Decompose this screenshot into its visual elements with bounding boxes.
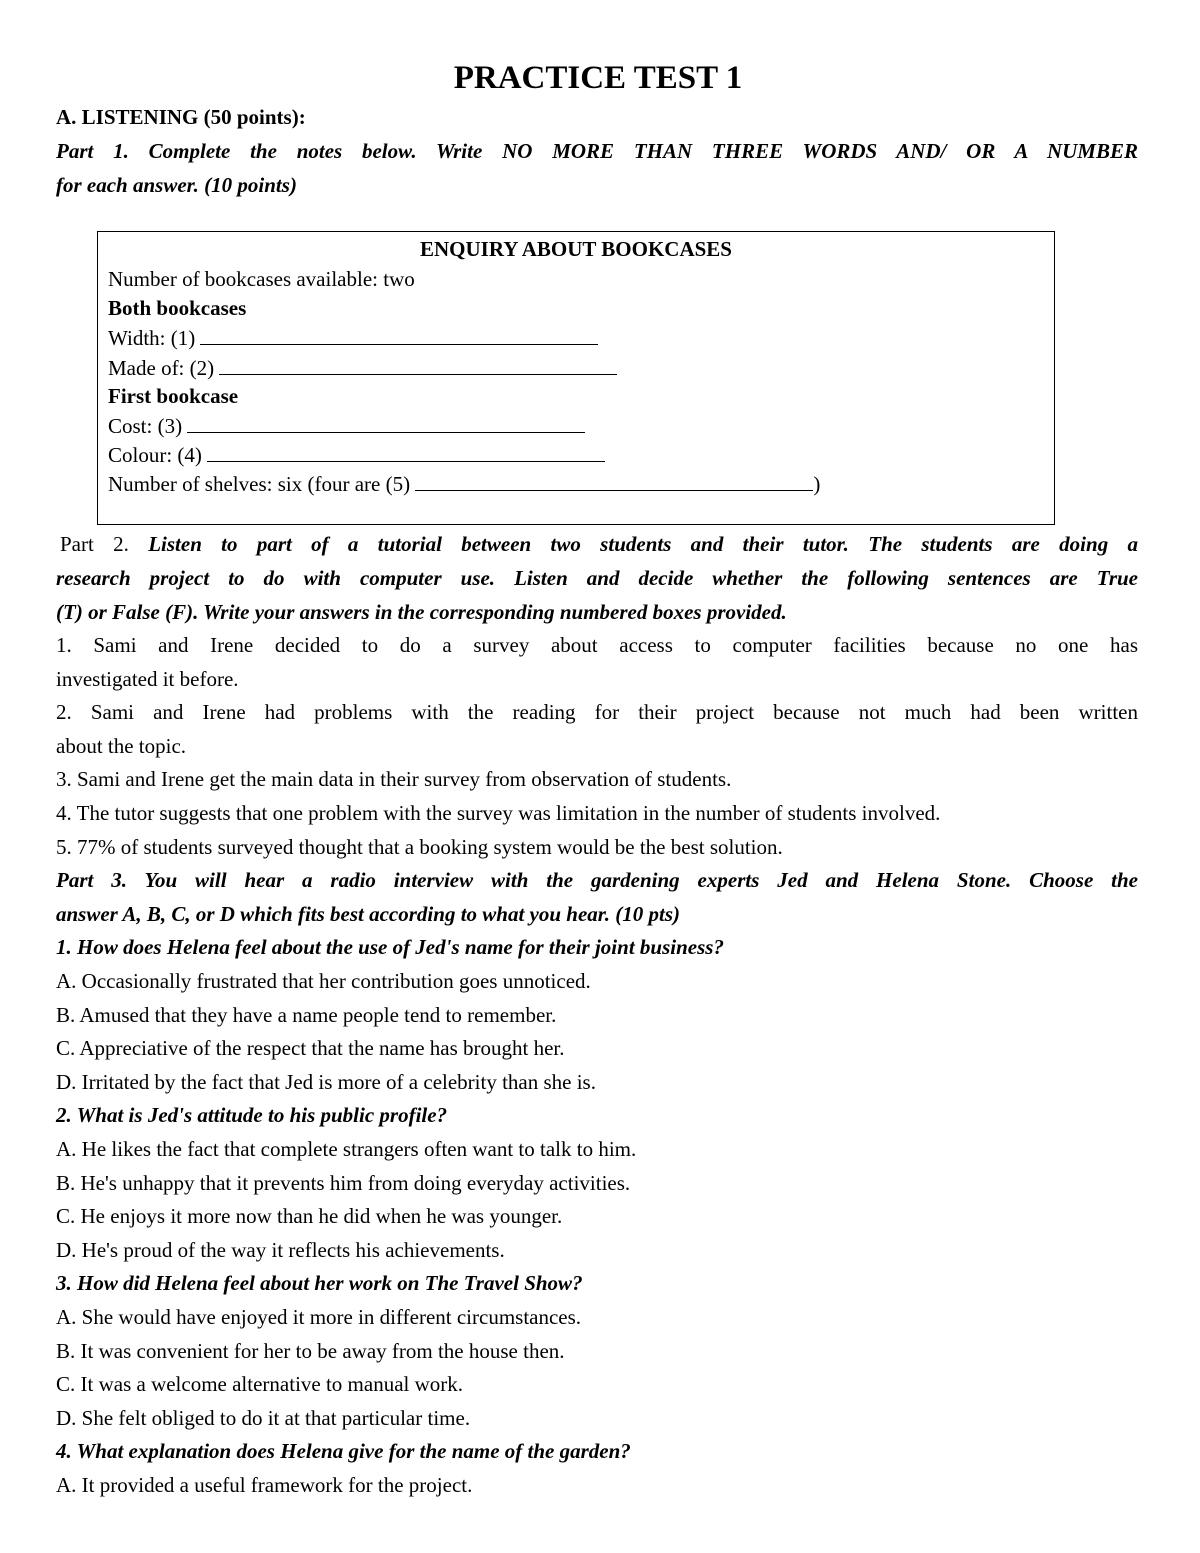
q2-option-c: C. He enjoys it more now than he did when he was younger. [56, 1204, 563, 1228]
shelves-row [108, 468, 820, 499]
answer-blank-2[interactable] [219, 352, 617, 375]
part2-instruction-line2: research project to do with computer use. Listen and decide whether the following sentences are True [56, 566, 1138, 590]
statement-3: 3. Sami and Irene get the main data in their survey from observation of students. [56, 767, 732, 791]
part1-instruction-line2: for each answer. (10 points) [56, 173, 297, 197]
question-3: 3. How did Helena feel about her work on The Travel Show? [56, 1271, 583, 1295]
first-bookcase-heading: First bookcase [108, 384, 239, 408]
question-4: 4. What explanation does Helena give for the name of the garden? [56, 1439, 631, 1463]
part2-instruction-line1 [60, 527, 1138, 561]
q1-option-c: C. Appreciative of the respect that the name has brought her. [56, 1036, 565, 1060]
statement-2-line1: 2. Sami and Irene had problems with the reading for their project because not much had been written [56, 700, 1138, 724]
statement-2-line2: about the topic. [56, 734, 187, 758]
both-bookcases-heading: Both bookcases [108, 296, 247, 320]
q1-option-b: B. Amused that they have a name people tend to remember. [56, 1003, 557, 1027]
q3-option-d: D. She felt obliged to do it at that particular time. [56, 1406, 471, 1430]
q3-option-c: C. It was a welcome alternative to manual work. [56, 1372, 464, 1396]
shelves-label: Number of shelves: six (four are (5) [108, 472, 411, 496]
bookcases-available: Number of bookcases available: two [108, 267, 415, 291]
part3-instruction-line1: Part 3. You will hear a radio interview with the gardening experts Jed and Helena Stone. Choose the [56, 868, 1138, 892]
part2-lead: Part 2. [60, 532, 129, 556]
width-row [108, 322, 598, 353]
statement-4: 4. The tutor suggests that one problem with the survey was limitation in the number of students involved. [56, 801, 941, 825]
q1-option-d: D. Irritated by the fact that Jed is more of a celebrity than she is. [56, 1070, 596, 1094]
part2-instruction-line3: (T) or False (F). Write your answers in the corresponding numbered boxes provided. [56, 600, 787, 624]
question-2: 2. What is Jed's attitude to his public profile? [56, 1103, 448, 1127]
q2-option-d: D. He's proud of the way it reflects his achievements. [56, 1238, 505, 1262]
q2-option-b: B. He's unhappy that it prevents him from doing everyday activities. [56, 1171, 631, 1195]
answer-blank-3[interactable] [187, 410, 585, 433]
colour-label: Colour: (4) [108, 443, 202, 467]
statement-1-line1: 1. Sami and Irene decided to do a survey about access to computer facilities because no one has [56, 633, 1138, 657]
answer-blank-4[interactable] [207, 439, 605, 462]
part3-instruction-line2: answer A, B, C, or D which fits best according to what you hear. (10 pts) [56, 902, 681, 926]
made-of-label: Made of: (2) [108, 356, 215, 380]
page-title: PRACTICE TEST 1 [453, 60, 743, 96]
answer-blank-5[interactable] [415, 468, 813, 491]
q3-option-b: B. It was convenient for her to be away from the house then. [56, 1339, 565, 1363]
width-label: Width: (1) [108, 326, 196, 350]
notes-box [97, 231, 1055, 525]
notes-box-heading: ENQUIRY ABOUT BOOKCASES [419, 237, 732, 261]
cost-row [108, 410, 585, 441]
answer-blank-1[interactable] [200, 322, 598, 345]
statement-1-line2: investigated it before. [56, 667, 239, 691]
cost-label: Cost: (3) [108, 414, 183, 438]
q3-option-a: A. She would have enjoyed it more in different circumstances. [56, 1305, 582, 1329]
q4-option-a: A. It provided a useful framework for the project. [56, 1473, 473, 1497]
section-heading: A. LISTENING (50 points): [56, 105, 306, 129]
colour-row [108, 439, 605, 470]
made-of-row [108, 352, 617, 383]
part2-instruction-rest: Listen to part of a tutorial between two students and their tutor. The students are doing a [128, 532, 1138, 556]
shelves-close-paren: ) [813, 472, 821, 496]
question-1: 1. How does Helena feel about the use of Jed's name for their joint business? [56, 935, 724, 959]
statement-5: 5. 77% of students surveyed thought that a booking system would be the best solution. [56, 835, 783, 859]
part1-instruction-line1: Part 1. Complete the notes below. Write NO MORE THAN THREE WORDS AND/ OR A NUMBER [56, 139, 1138, 163]
q1-option-a: A. Occasionally frustrated that her contribution goes unnoticed. [56, 969, 591, 993]
q2-option-a: A. He likes the fact that complete strangers often want to talk to him. [56, 1137, 637, 1161]
